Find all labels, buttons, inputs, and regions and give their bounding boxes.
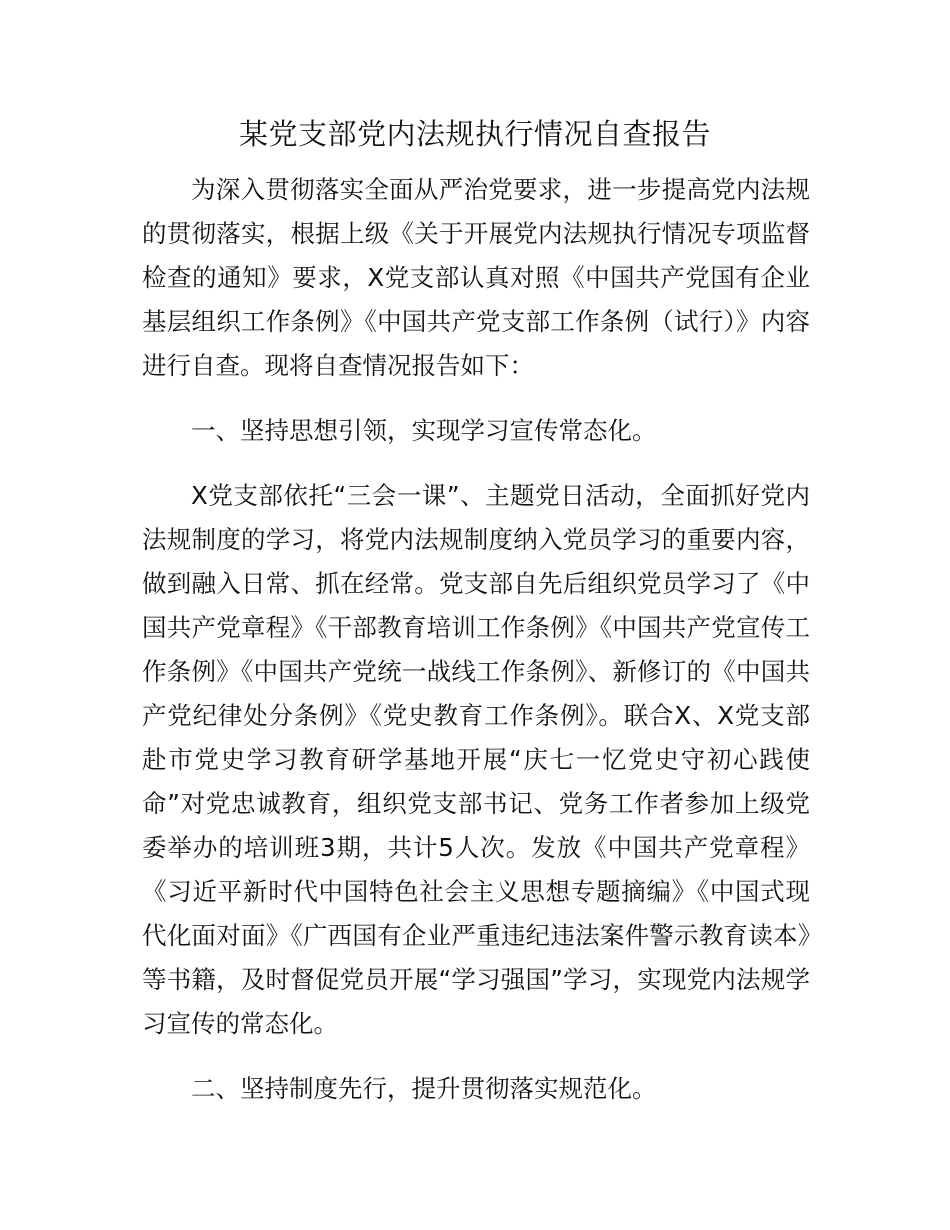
document-title: 某党支部党内法规执行情况自查报告 — [238, 117, 711, 151]
document-body — [142, 168, 810, 1132]
section-heading-1: 一、坚持思想引领，实现学习宣传常态化。 — [191, 416, 657, 445]
intro-paragraph: 为深入贯彻落实全面从严治党要求，进一步提高党内法规的贯彻落实，根据上级《关于开展党内法规执行情况专项监督检查的通知》要求，X党支部认真对照《中国共产党国有企业基层组织工作条例》《中国共产党支部工作条例（试行）》内容进行自查。现将自查情况报告如下： — [142, 175, 810, 380]
section-heading-2: 二、坚持制度先行，提升贯彻落实规范化。 — [191, 1074, 657, 1103]
section-1-paragraph: X党支部依托“三会一课”、主题党日活动，全面抓好党内法规制度的学习，将党内法规制度纳入党员学习的重要内容，做到融入日常、抓在经常。党支部自先后组织党员学习了《中国共产党章程》《干部教育培训工作条例》《中国共产党宣传工作条例》《中国共产党统一战线工作条例》、新修订的《中国共产党纪律处分条例》《党史教育工作条例》。联合X、X党支部赴市党史学习教育研学基地开展“庆七一忆党史守初心践使命”对党忠诚教育，组织党支部书记、党务工作者参加上级党委举办的培训班3期，共计5人次。发放《中国共产党章程》《习近平新时代中国特色社会主义思想专题摘编》《中国式现代化面对面》《广西国有企业严重违纪违法案件警示教育读本》等书籍，及时督促党员开展“学习强国”学习，实现党内法规学习宣传的常态化。 — [142, 481, 810, 1038]
